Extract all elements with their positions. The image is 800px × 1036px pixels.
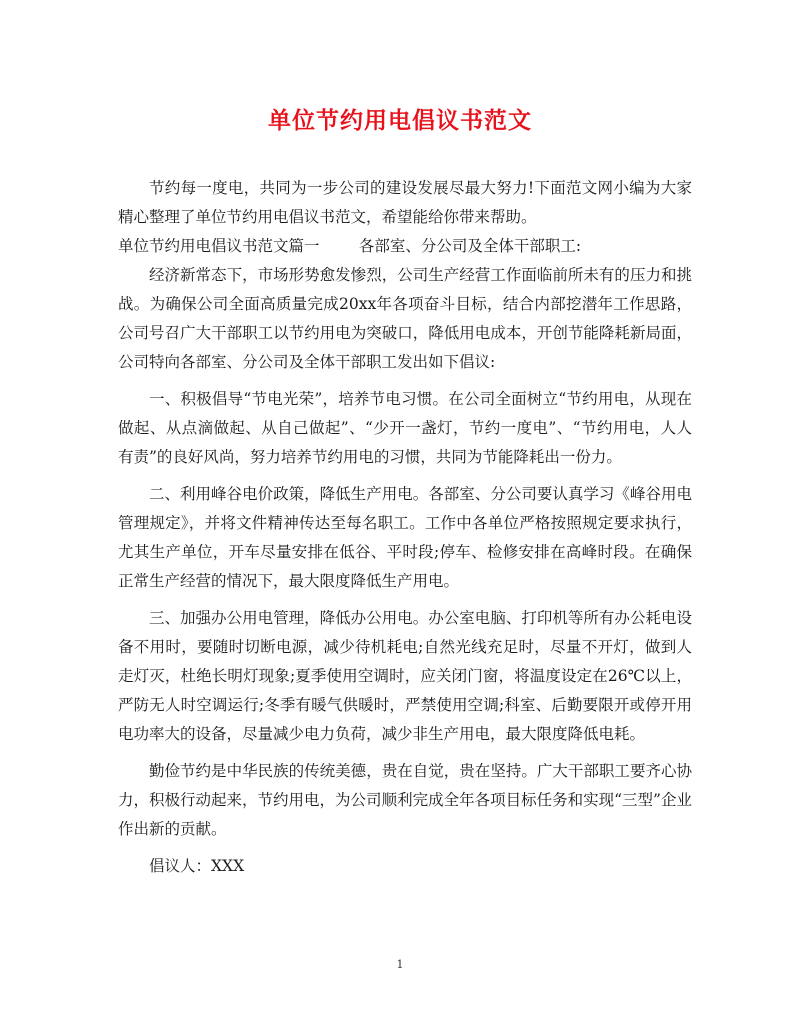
document-title: 单位节约用电倡议书范文	[268, 107, 532, 134]
body-paragraph: 二、利用峰谷电价政策，降低生产用电。各部室、分公司要认真学习《峰谷用电管理规定》，并将文件精神传达至每名职工。工作中各单位严格按照规定要求执行，尤其生产单位，开车尽量安排在低谷、平时段;停车、检修安排在高峰时段。在确保正常生产经营的情况下，最大限度降低生产用电。	[118, 485, 692, 590]
document-body	[118, 174, 692, 881]
body-paragraph: 勤俭节约是中华民族的传统美德，贵在自觉，贵在坚持。广大干部职工要齐心协力，积极行动起来，节约用电，为公司顺利完成全年各项目标任务和实现“三型”企业作出新的贡献。	[118, 762, 692, 838]
body-paragraph: 经济新常态下，市场形势愈发惨烈，公司生产经营工作面临前所未有的压力和挑战。为确保公司全面高质量完成20xx年各项奋斗目标，结合内部挖潜年工作思路，公司号召广大干部职工以节约用电为突破口，降低用电成本，开创节能降耗新局面，公司特向各部室、分公司及全体干部职工发出如下倡议:	[118, 266, 692, 371]
page-number: 1	[396, 958, 404, 971]
intro-paragraph: 节约每一度电，共同为一步公司的建设发展尽最大努力!下面范文网小编为大家精心整理了单位节约用电倡议书范文，希望能给你带来帮助。	[118, 179, 692, 226]
body-paragraph: 一、积极倡导“节电光荣”，培养节电习惯。在公司全面树立“节约用电，从现在做起、从点滴做起、从自己做起”、“少开一盏灯，节约一度电”、“节约用电，人人有责”的良好风尚，努力培养节约用电的习惯，共同为节能降耗出一份力。	[118, 390, 692, 466]
signature-line: 倡议人：XXX	[149, 857, 245, 875]
body-paragraph: 三、加强办公用电管理，降低办公用电。办公室电脑、打印机等所有办公耗电设备不用时，要随时切断电源，减少待机耗电;自然光线充足时，尽量不开灯，做到人走灯灭，杜绝长明灯现象;夏季使用空调时，应关闭门窗，将温度设定在26℃以上，严防无人时空调运行;冬季有暖气供暖时，严禁使用空调;科室、后勤要限开或停开用电功率大的设备，尽量减少电力负荷，减少非生产用电，最大限度降低电耗。	[118, 609, 692, 743]
section-heading: 单位节约用电倡议书范文篇一 各部室、分公司及全体干部职工:	[118, 237, 582, 255]
